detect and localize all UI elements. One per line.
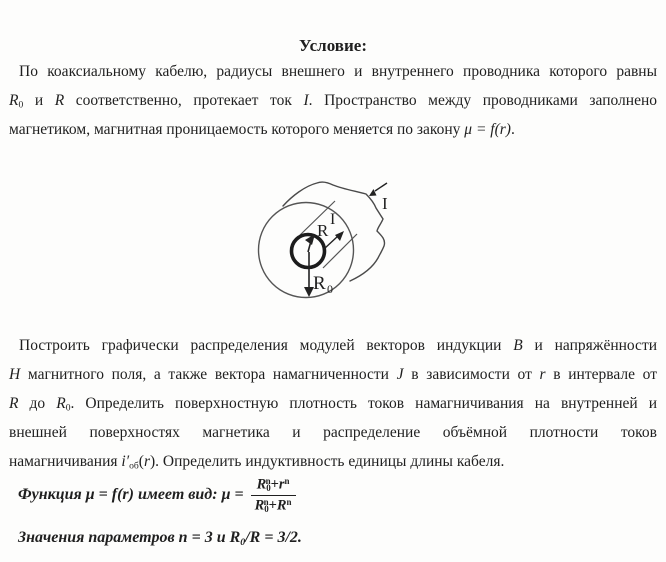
formula-lead-text: Функция μ = f(r) имеет вид: μ = [18,486,244,504]
task-paragraph [9,331,657,476]
inner-current-label: I [330,211,336,228]
coaxial-cable-sketch [250,172,400,304]
fraction-numerator: $R_0^n+r^n$ [251,476,296,496]
mu-function-formula [18,476,296,514]
inner-current-arrowhead [335,231,344,241]
text-line: внешней поверхностях магнетика и распределение объёмной плотности токов [9,424,657,441]
coaxial-cable-figure [250,172,400,304]
problem-statement-paragraph [9,57,657,144]
text-line: $R_0$ и R соответственно, протекает ток I. Пространство между проводниками заполнено [9,92,658,111]
formula-fraction [251,476,296,514]
parameter-values-line: Значения параметров n = 3 и $R_0/R = 3/2$. [18,529,302,548]
outer-radius-label: R [313,273,326,294]
fraction-denominator: $R_0^n+R^n$ [254,496,292,514]
text-line: Построить графически распределения модулей векторов индукции B и напряжённости [19,337,658,354]
page-title: Условие: [299,36,367,55]
outer-radius-label-subscript: 0 [327,282,333,296]
text-line: намагничивания $i'_{об}(r)$. Определить индуктивность единицы длины кабеля. [9,453,505,472]
inner-radius-label: R [317,221,329,240]
text-line: R до $R_0$. Определить поверхностную плотность токов намагничивания на внутренней и [9,395,658,414]
text-line: магнетиком, магнитная проницаемость которого меняется по закону μ = f(r). [9,121,515,138]
text-line: H магнитного поля, а также вектора намагниченности J в зависимости от r в интервале от [9,366,657,383]
outer-conductor-circle [259,203,354,298]
outer-current-label: I [382,194,388,213]
text-line: По коаксиальному кабелю, радиусы внешнего и внутреннего проводника которого равны [19,63,657,80]
outer-current-arrow-shaft [375,183,387,191]
